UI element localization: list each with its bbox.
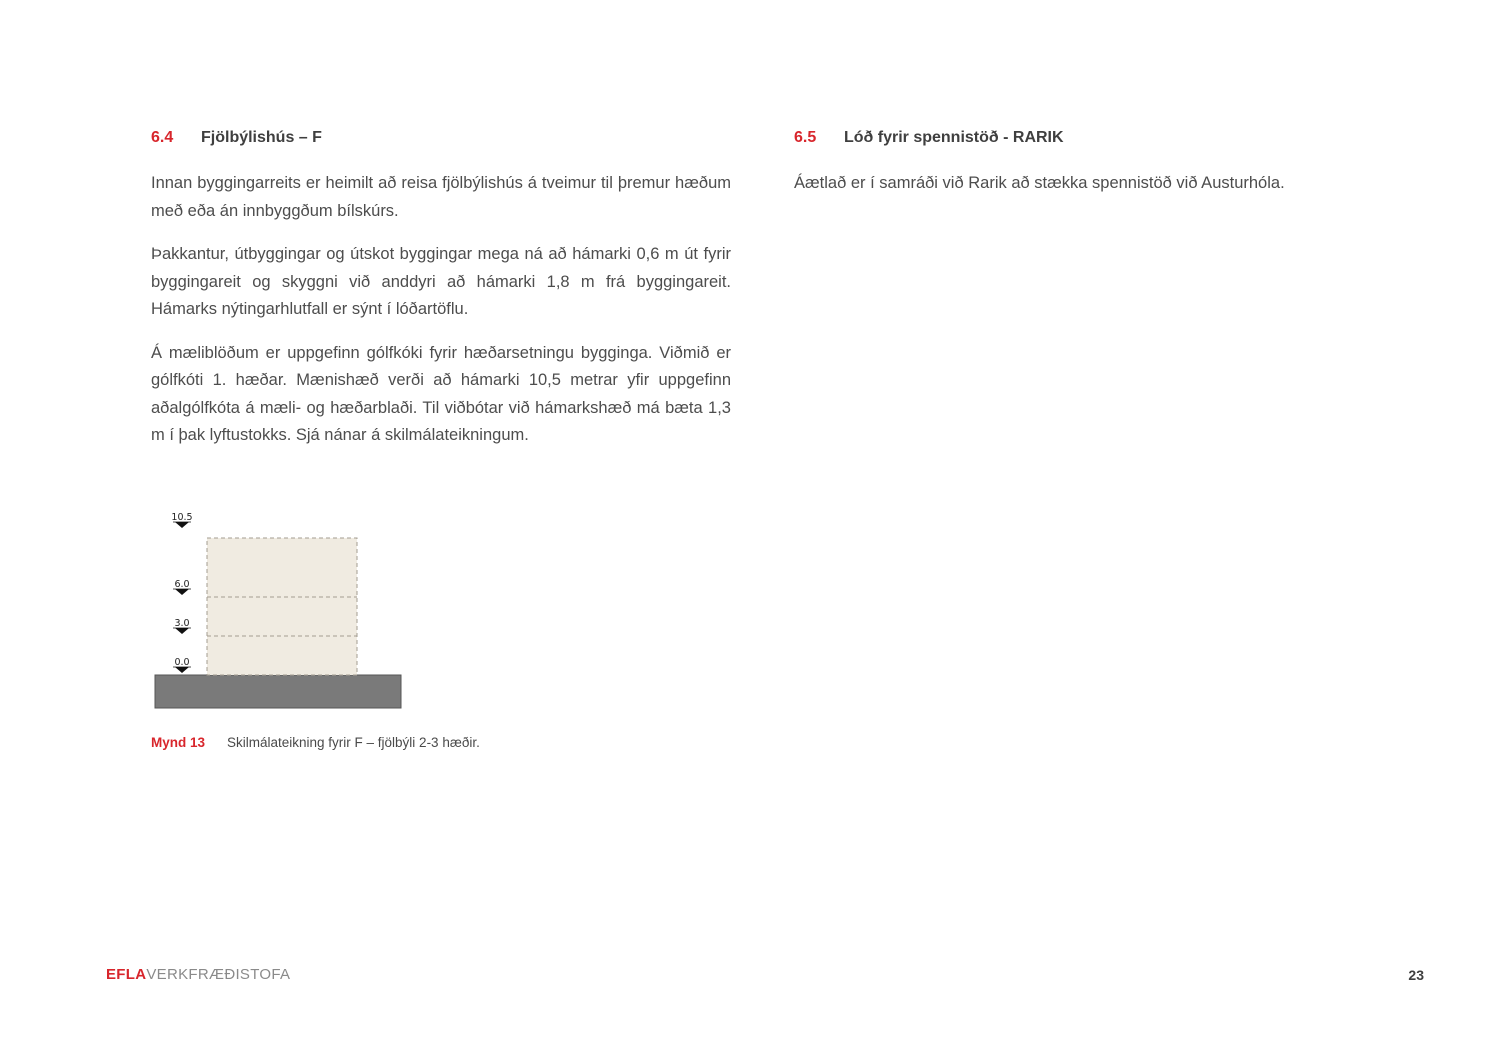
elevation-label: 6.0 bbox=[174, 579, 190, 590]
section-heading-6-4 bbox=[151, 126, 731, 150]
section-heading-6-5 bbox=[794, 126, 1374, 150]
logo-brand: EFLA bbox=[106, 966, 147, 983]
section-title: Fjölbýlishús – F bbox=[201, 129, 322, 146]
paragraph-1: Áætlað er í samráði við Rarik að stækka spennistöð við Austurhóla. bbox=[794, 174, 1285, 192]
elevation-label: 3.0 bbox=[174, 618, 190, 629]
elevation-label: 10.5 bbox=[171, 512, 193, 523]
elevation-label: 0.0 bbox=[174, 657, 190, 668]
section-number: 6.5 bbox=[794, 129, 817, 146]
paragraph-1: Innan byggingarreits er heimilt að reisa fjölbýlishús á tveimur til þremur hæðum með eða án innbyggðum bílskúrs. bbox=[151, 174, 731, 220]
elevation-markers bbox=[171, 512, 192, 673]
left-column bbox=[151, 126, 731, 466]
section-number: 6.4 bbox=[151, 129, 174, 146]
building-section-diagram bbox=[151, 510, 411, 715]
caption-label: Mynd 13 bbox=[151, 735, 206, 750]
figure-caption bbox=[151, 735, 480, 750]
building-section-figure bbox=[151, 510, 411, 715]
paragraph-3: Á mæliblöðum er uppgefinn gólfkóki fyrir hæðarsetningu bygginga. Viðmið er gólfkóti 1. hæðar. Mænishæð verði að hámarki 10,5 metrar yfir uppgefinn aðalgólfkóta á mæli- og hæðarblaði. Til viðbótar við hámarkshæð má bæta 1,3 m í þak lyftustokks. Sjá nánar á skilmálateikningum. bbox=[151, 343, 731, 444]
ground-slab bbox=[155, 675, 401, 708]
right-column bbox=[794, 126, 1374, 214]
section-title: Lóð fyrir spennistöð - RARIK bbox=[844, 129, 1064, 146]
footer-logo bbox=[106, 966, 290, 983]
building-volume bbox=[207, 538, 357, 675]
page-number: 23 bbox=[1408, 967, 1424, 983]
caption-text: Skilmálateikning fyrir F – fjölbýli 2-3 hæðir. bbox=[227, 735, 480, 750]
paragraph-2: Þakkantur, útbyggingar og útskot byggingar mega ná að hámarki 0,6 m út fyrir byggingareit og skyggni við anddyri að hámarki 1,8 m frá byggingareit. Hámarks nýtingarhlutfall er sýnt í lóðartöflu. bbox=[151, 245, 731, 318]
logo-text: VERKFRÆÐISTOFA bbox=[146, 966, 291, 983]
